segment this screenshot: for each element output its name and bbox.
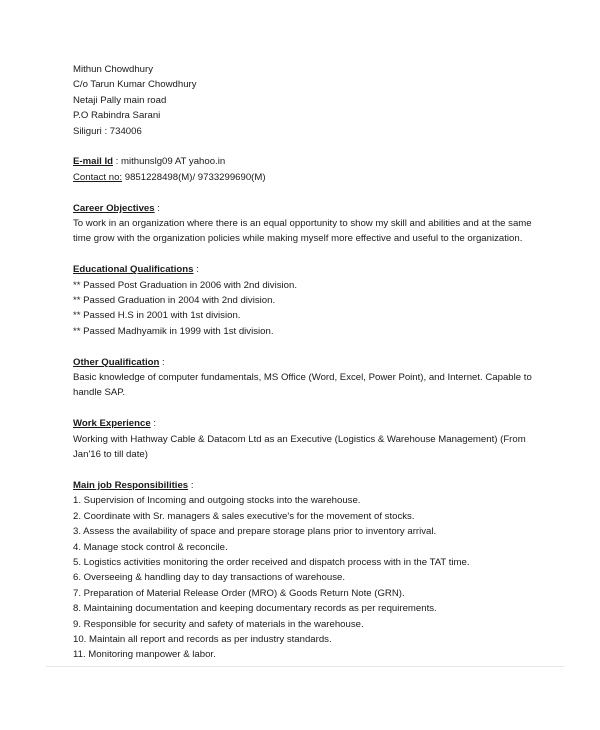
- spacer: [73, 185, 533, 200]
- education-heading-row: [73, 262, 533, 277]
- responsibilities-heading: Main job Responsibilities: [73, 479, 189, 491]
- education-item: ** Passed Graduation in 2004 with 2nd division.: [73, 295, 276, 307]
- street-line: Netaji Pally main road: [73, 94, 167, 106]
- responsibility-item: 7. Preparation of Material Release Order (MRO) & Goods Return Note (GRN).: [73, 587, 405, 599]
- resume-content: [73, 62, 533, 663]
- responsibilities-colon: :: [190, 479, 194, 491]
- phone-label: Contact no:: [73, 171, 123, 183]
- email-value: : mithunslg09 AT yahoo.in: [115, 156, 226, 168]
- email-row: [73, 154, 533, 169]
- page-bottom-divider: [46, 666, 564, 667]
- work-text: Working with Hathway Cable & Datacom Ltd as an Executive (Logistics & Warehouse Management) (From Jan'16 to till date): [73, 433, 526, 461]
- responsibility-item: 6. Overseeing & handling day to day transactions of warehouse.: [73, 572, 345, 584]
- work-colon: :: [153, 418, 157, 430]
- career-text: To work in an organization where there is an equal opportunity to show my skill and abilities and at the same time grow with the organization policies while making myself more effective and useful to the organization.: [73, 218, 532, 245]
- education-item: ** Passed Post Graduation in 2006 with 2nd division.: [73, 279, 297, 291]
- work-heading: Work Experience: [73, 418, 151, 430]
- email-label: E-mail Id: [73, 156, 113, 168]
- other-colon: :: [162, 356, 165, 368]
- work-heading-row: [73, 416, 533, 431]
- responsibility-item: 9. Responsible for security and safety of materials in the warehouse.: [73, 618, 364, 630]
- responsibility-item: 10. Maintain all report and records as per industry standards.: [73, 633, 332, 645]
- other-text: Basic knowledge of computer fundamentals, MS Office (Word, Excel, Power Point), and Internet. Capable to handle SAP.: [73, 372, 532, 399]
- education-heading: Educational Qualifications: [73, 264, 194, 276]
- career-colon: :: [157, 202, 160, 214]
- spacer: [73, 462, 533, 477]
- responsibility-item: 11. Monitoring manpower & labor.: [73, 649, 216, 661]
- city-line: Siliguri : 734006: [73, 125, 142, 137]
- other-heading: Other Qualification: [73, 356, 160, 368]
- responsibility-item: 5. Logistics activities monitoring the order received and dispatch process with in the TAT time.: [73, 556, 470, 568]
- responsibility-item: 8. Maintaining documentation and keeping documentary records as per requirements.: [73, 603, 437, 615]
- phone-row: [73, 170, 533, 185]
- applicant-name: Mithun Chowdhury: [73, 64, 153, 75]
- phone-value: 9851228498(M)/ 9733299690(M): [122, 171, 266, 183]
- post-office-line: P.O Rabindra Sarani: [73, 110, 161, 122]
- education-item: ** Passed H.S in 2001 with 1st division.: [73, 310, 241, 322]
- career-heading-row: [73, 201, 533, 216]
- spacer: [73, 339, 533, 354]
- other-heading-row: [73, 355, 533, 370]
- responsibility-item: 3. Assess the availability of space and prepare storage plans prior to inventory arrival.: [73, 526, 437, 538]
- spacer: [73, 247, 533, 262]
- spacer: [73, 139, 533, 154]
- responsibility-item: 4. Manage stock control & reconcile.: [73, 541, 228, 553]
- career-heading: Career Objectives: [73, 202, 155, 214]
- responsibility-item: 1. Supervision of Incoming and outgoing stocks into the warehouse.: [73, 495, 361, 507]
- education-item: ** Passed Madhyamik in 1999 with 1st division.: [73, 325, 274, 337]
- care-of-line: C/o Tarun Kumar Chowdhury: [73, 79, 197, 91]
- spacer: [73, 401, 533, 416]
- responsibility-item: 2. Coordinate with Sr. managers & sales executive's for the movement of stocks.: [73, 510, 415, 522]
- education-colon: :: [196, 264, 199, 276]
- responsibilities-heading-row: [73, 478, 533, 493]
